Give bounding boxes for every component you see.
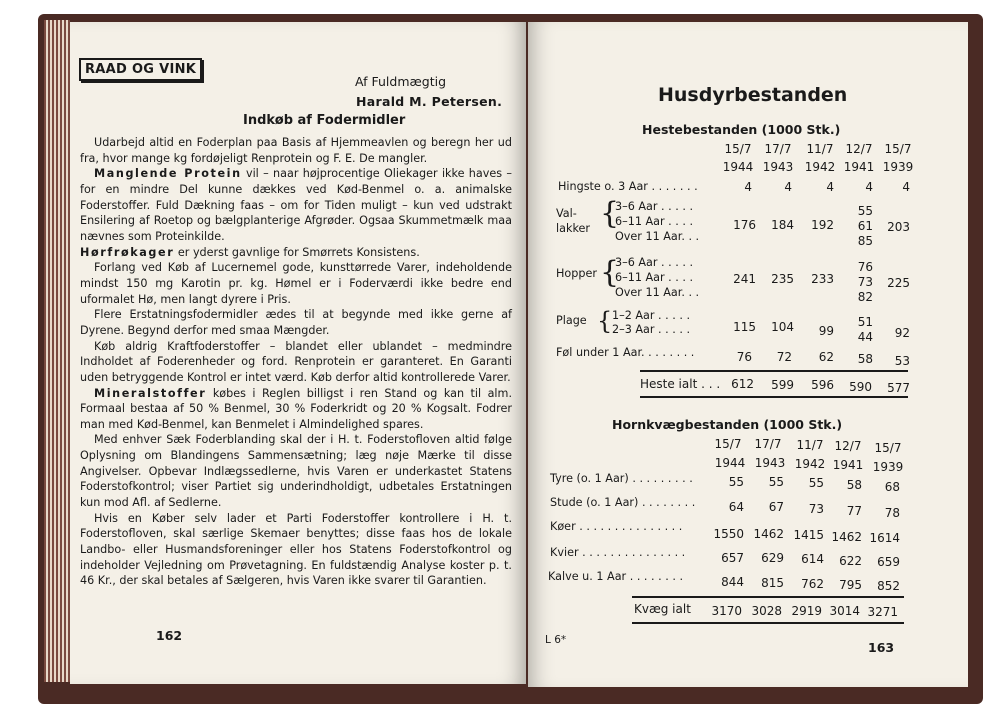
horses-total-label: Heste ialt . . . — [640, 377, 721, 391]
horses-year: 1941 — [843, 160, 875, 174]
article-body — [80, 135, 512, 589]
cell: 55 — [728, 475, 744, 489]
cell: 612 — [731, 377, 754, 391]
cell: 77 — [846, 504, 862, 518]
row-label-plage: Plage — [556, 314, 587, 327]
cell: 76 — [857, 260, 873, 274]
paragraph: Mineralstoffer købes i Reglen billigst i ren Stand og kan til alm. Formaal bestaa af 50 % Benmel, 30 % Foderkridt og 20 % Kogsalt. Fodrer man med Kød-Benmel, kan Benmelet i Almindelighed spares. — [80, 386, 512, 431]
author-line-2: Harald M. Petersen. — [356, 94, 503, 109]
cattle-date: 15/7 — [874, 441, 902, 455]
cell: 73 — [857, 275, 873, 289]
cell: 795 — [839, 578, 862, 592]
cell: 61 — [857, 219, 873, 233]
row-label: Kalve u. 1 Aar . . . . . . . . — [548, 570, 684, 583]
cell: 1614 — [869, 531, 900, 545]
horses-date: 17/7 — [764, 142, 792, 156]
cattle-year: 1942 — [794, 457, 826, 471]
paragraph: Udarbejd altid en Foderplan paa Basis af Hjemmeavlen og beregn her ud fra, hvor mange kg fordøjeligt Renprotein og F. E. De mangler. — [80, 136, 512, 165]
page-number-left: 162 — [156, 628, 183, 643]
cattle-year: 1941 — [832, 458, 864, 472]
cattle-year: 1944 — [714, 456, 746, 470]
cell: 3014 — [829, 604, 860, 618]
section-title: Indkøb af Fodermidler — [243, 113, 406, 128]
cell: 73 — [808, 502, 824, 516]
cell: 852 — [877, 579, 900, 593]
row-label-hopper: Hopper — [556, 267, 597, 280]
cell: 203 — [887, 220, 910, 234]
horses-date: 15/7 — [884, 142, 912, 156]
cell: 55 — [768, 475, 784, 489]
cell: 3028 — [751, 604, 782, 618]
sub-label: 1–2 Aar . . . . . — [612, 309, 691, 322]
cell: 4 — [902, 180, 910, 194]
cattle-total-label: Kvæg ialt — [634, 602, 691, 616]
page-edges — [44, 20, 70, 682]
horses-year: 1942 — [804, 160, 836, 174]
table-rule — [640, 370, 908, 372]
cell: 235 — [771, 272, 794, 286]
paragraph: Hørfrøkager er yderst gavnlige for Smørrets Konsistens. — [80, 245, 420, 259]
cell: 659 — [877, 555, 900, 569]
cell: 815 — [761, 576, 784, 590]
cell: 762 — [801, 577, 824, 591]
cell: 58 — [857, 352, 873, 366]
cell: 4 — [744, 180, 752, 194]
table-rule — [632, 622, 904, 624]
sub-label: Over 11 Aar. . . — [615, 230, 700, 243]
cell: 3271 — [867, 605, 898, 619]
cell: 2919 — [791, 604, 822, 618]
author-line-1: Af Fuldmægtig — [355, 74, 447, 89]
cell: 82 — [857, 290, 873, 304]
cell: 225 — [887, 276, 910, 290]
horses-year: 1944 — [722, 160, 754, 174]
row-label: Kvier . . . . . . . . . . . . . . . — [550, 546, 686, 559]
table-rule — [640, 396, 908, 398]
cell: 115 — [733, 320, 756, 334]
horses-date: 15/7 — [724, 142, 752, 156]
cell: 590 — [849, 380, 872, 394]
cell: 192 — [811, 218, 834, 232]
cell: 176 — [733, 218, 756, 232]
sub-label: 3–6 Aar . . . . . — [615, 200, 694, 213]
sub-label: 6–11 Aar . . . . — [615, 271, 694, 284]
row-label: Stude (o. 1 Aar) . . . . . . . . — [550, 496, 696, 509]
cell: 1550 — [713, 527, 744, 541]
horses-date: 12/7 — [845, 142, 873, 156]
sub-label: 2–3 Aar . . . . . — [612, 323, 691, 336]
row-label-foel: Føl under 1 Aar. . . . . . . . — [556, 346, 695, 359]
cell: 78 — [884, 506, 900, 520]
cell: 55 — [808, 476, 824, 490]
cell: 44 — [857, 330, 873, 344]
cattle-table-title: Hornkvægbestanden (1000 Stk.) — [612, 417, 843, 432]
cell: 3170 — [711, 604, 742, 618]
cell: 4 — [826, 180, 834, 194]
cell: 1415 — [793, 528, 824, 542]
cell: 51 — [857, 315, 873, 329]
cell: 55 — [857, 204, 873, 218]
cell: 76 — [736, 350, 752, 364]
cattle-date: 12/7 — [834, 439, 862, 453]
cell: 844 — [721, 575, 744, 589]
cell: 85 — [857, 234, 873, 248]
row-label-vallakker: Val- lakker — [556, 207, 591, 235]
cell: 1462 — [753, 527, 784, 541]
cattle-date: 17/7 — [754, 437, 782, 451]
cell: 64 — [728, 500, 744, 514]
cell: 1462 — [831, 530, 862, 544]
horses-year: 1943 — [762, 160, 794, 174]
cell: 184 — [771, 218, 794, 232]
paragraph: Køb aldrig Kraftfoderstoffer – blandet eller ublandet – medmindre Indholdet af Foderenheder og ford. Renprotein er garanteret. En Garanti uden betryggende Kontrol er intet værd. Køb derfor altid kontrollerede Varer. — [80, 339, 512, 384]
cattle-year: 1939 — [872, 460, 904, 474]
table-rule — [632, 596, 904, 598]
row-label: Tyre (o. 1 Aar) . . . . . . . . . — [550, 472, 693, 485]
horses-year: 1939 — [882, 160, 914, 174]
cell: 58 — [846, 478, 862, 492]
cell: 99 — [818, 324, 834, 338]
cell: 657 — [721, 551, 744, 565]
brace: { — [600, 255, 620, 290]
paragraph: Forlang ved Køb af Lucernemel gode, kunsttørrede Varer, indeholdende mindst 150 mg Karotin pr. kg. Hømel er i Foderværdi ikke bedre end uformalet Hø, men langt dyrere i Pris. — [80, 261, 512, 306]
cell: 614 — [801, 552, 824, 566]
box-heading: RAAD OG VINK — [79, 58, 202, 81]
cell: 104 — [771, 320, 794, 334]
page-number-right: 163 — [868, 640, 895, 655]
cell: 4 — [865, 180, 873, 194]
sub-label: 3–6 Aar . . . . . — [615, 256, 694, 269]
cell: 62 — [818, 350, 834, 364]
cattle-date: 15/7 — [714, 437, 742, 451]
cell: 53 — [894, 354, 910, 368]
cell: 68 — [884, 480, 900, 494]
cell: 596 — [811, 378, 834, 392]
paragraph: Hvis en Køber selv lader et Parti Foderstoffer kontrollere i H. t. Foderstofloven, skal særlige Skemaer benyttes; disse faas hos de lokale Landbo- eller Husmandsforeninger eller hos Statens Foderstofkontrol og indeholder Vejledning om Prøvetagning. En fuldstændig Analyse koster p. t. 46 Kr., der skal betales af Sælgeren, hvis Varen ikke svarer til Garantien. — [80, 511, 512, 588]
horses-date: 11/7 — [806, 142, 834, 156]
sub-label: 6–11 Aar . . . . — [615, 215, 694, 228]
cell: 599 — [771, 378, 794, 392]
cell: 233 — [811, 272, 834, 286]
cattle-date: 11/7 — [796, 438, 824, 452]
cell: 241 — [733, 272, 756, 286]
cell: 622 — [839, 554, 862, 568]
cattle-year: 1943 — [754, 456, 786, 470]
cell: 72 — [776, 350, 792, 364]
page-title: Husdyrbestanden — [658, 84, 848, 106]
cell: 629 — [761, 551, 784, 565]
paragraph: Med enhver Sæk Foderblanding skal der i H. t. Foderstofloven altid følge Oplysning om Blandingens Sammensætning; læg nøje Mærke til disse Angivelser. Opbevar Indlægssedlerne, hvis Varen er underkastet Statens Foderstofkontrol; viser Partiet sig underindholdigt, udbetales Erstatningen kun mod Afl. af Sedlerne. — [80, 433, 512, 510]
brace: { — [600, 196, 620, 231]
brace: { — [597, 307, 613, 335]
signature-mark: L 6* — [545, 634, 567, 646]
cell: 67 — [768, 500, 784, 514]
cell: 92 — [894, 326, 910, 340]
cell: 4 — [784, 180, 792, 194]
paragraph: Manglende Protein vil – naar højprocentige Oliekager ikke haves – for en mindre Del kunne dækkes ved Kød-Benmel o. a. animalske Foderstoffer. Fuld Dækning faas – om for Tiden muligt – kun ved udstrakt Ensilering af Roetop og bælgplanterige Afgrøder. Ogsaa Skummetmælk maa nævnes som Proteinkilde. — [80, 167, 513, 243]
cell: 577 — [887, 381, 910, 395]
horses-table-title: Hestebestanden (1000 Stk.) — [642, 122, 841, 137]
row-label-hingste: Hingste o. 3 Aar . . . . . . . — [558, 180, 698, 193]
row-label: Køer . . . . . . . . . . . . . . . — [550, 520, 683, 533]
sub-label: Over 11 Aar. . . — [615, 286, 700, 299]
paragraph: Flere Erstatningsfodermidler ædes til at begynde med ikke gerne af Dyrene. Begynd derfor med smaa Mængder. — [80, 308, 512, 337]
